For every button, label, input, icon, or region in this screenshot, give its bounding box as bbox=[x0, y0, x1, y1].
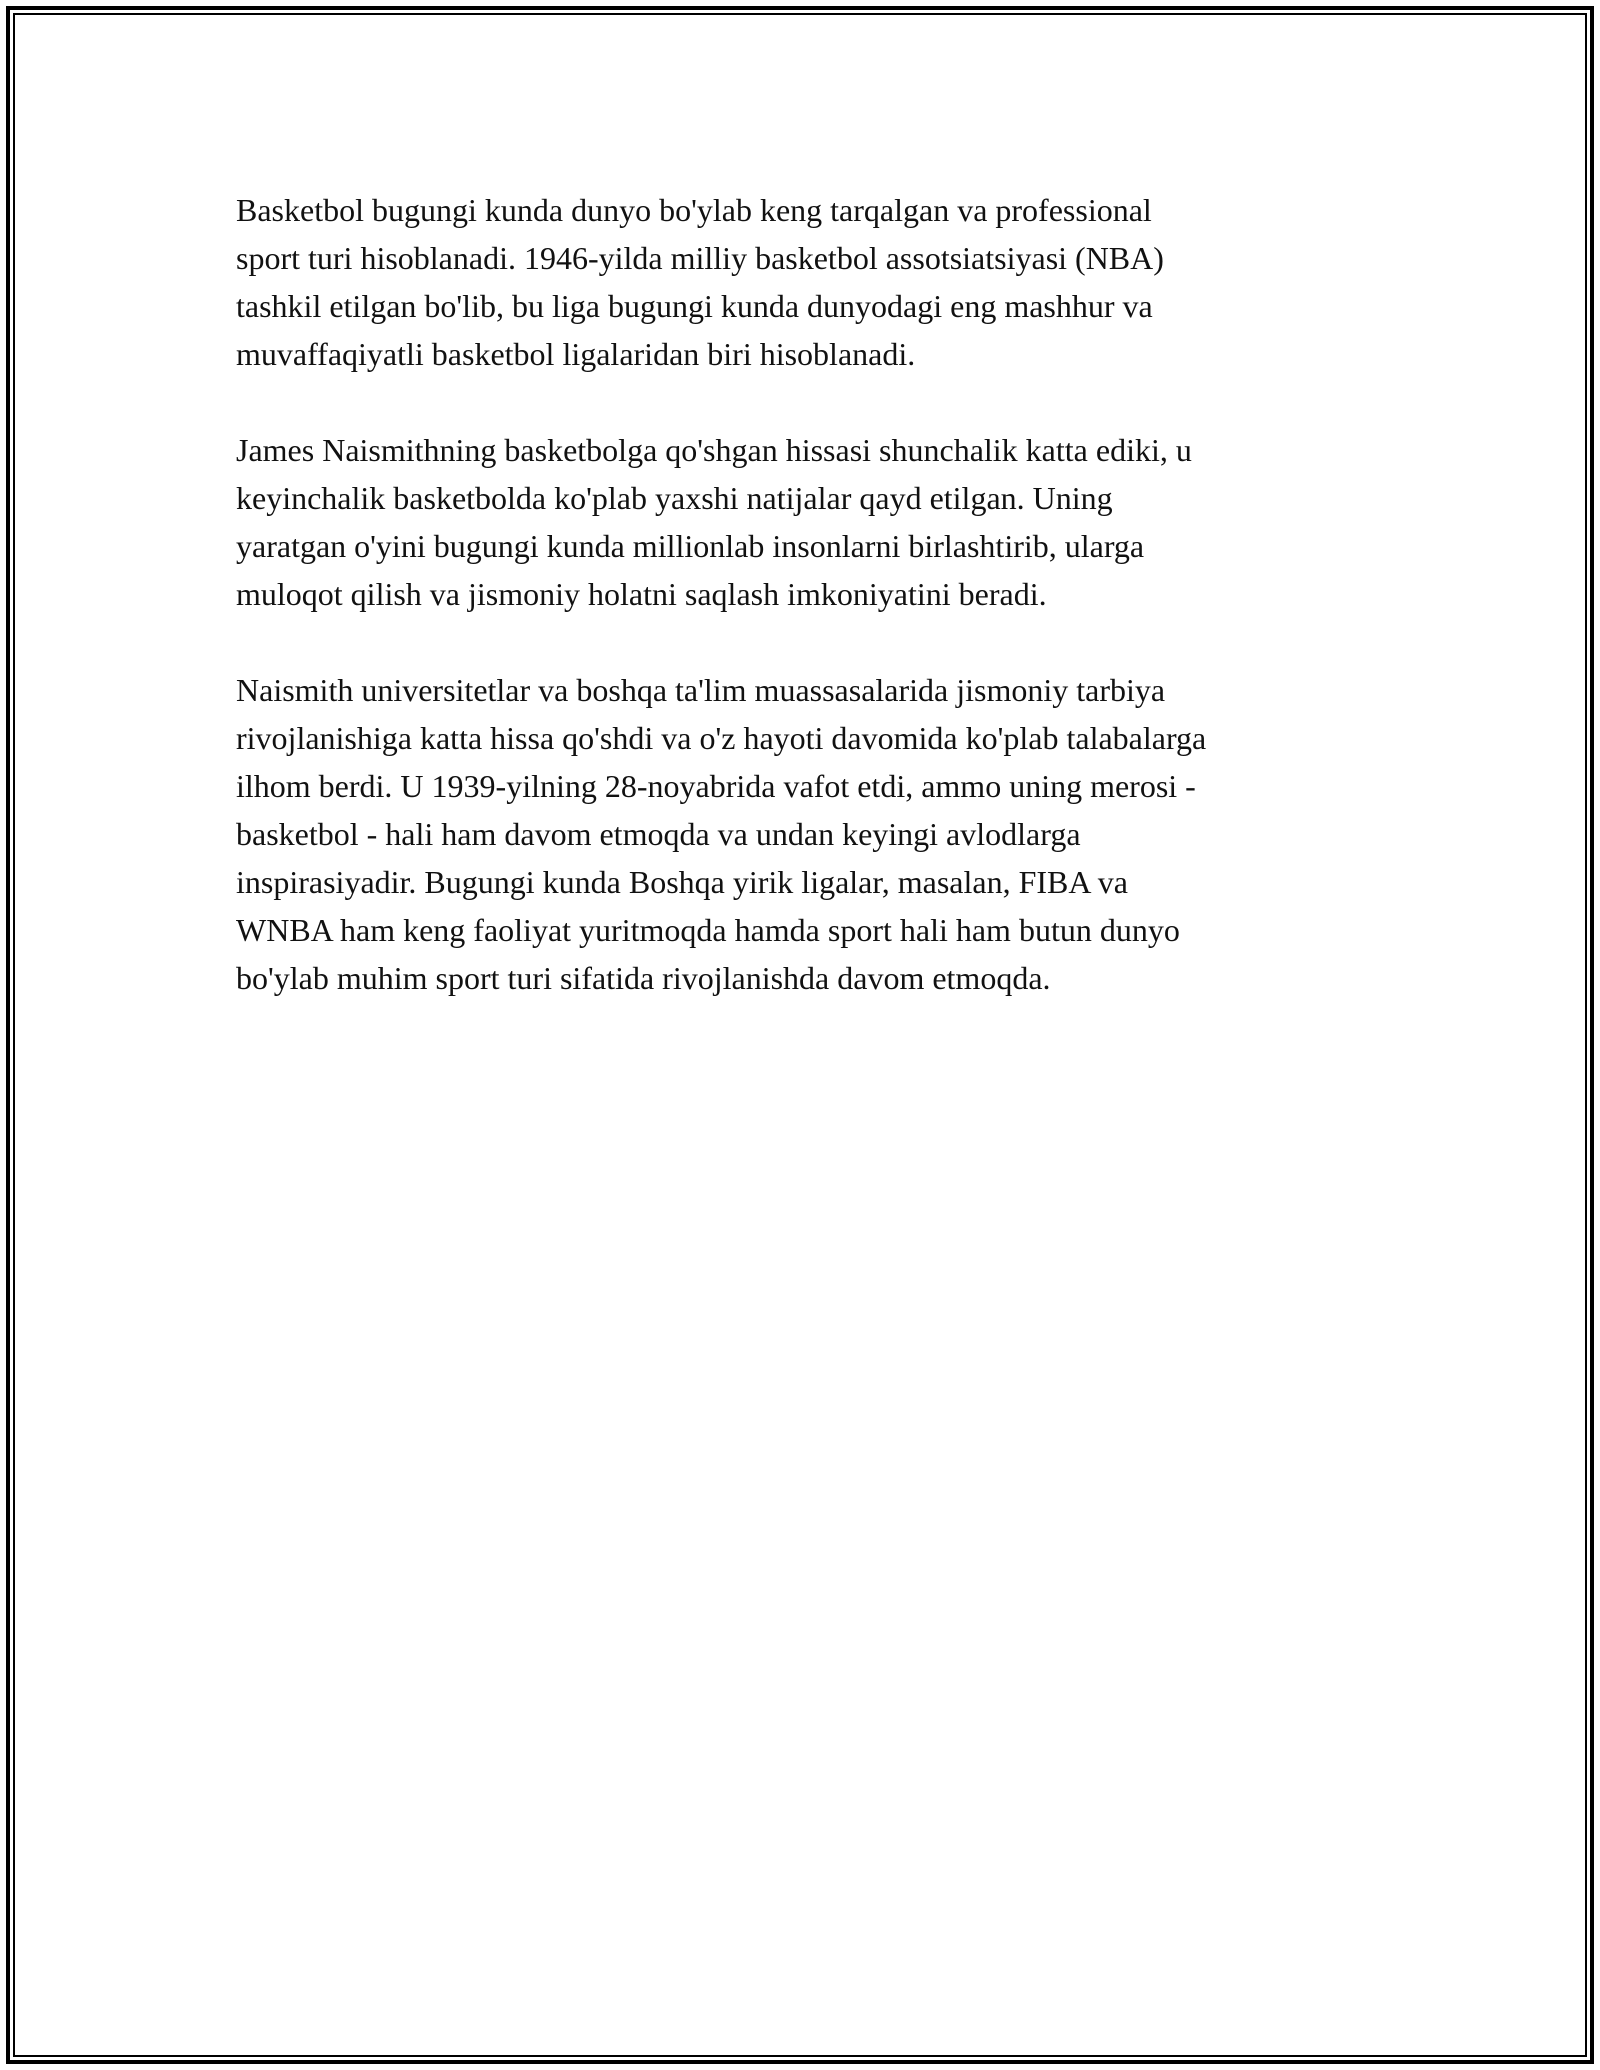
document-body bbox=[236, 186, 1366, 1050]
paragraph-1: Basketbol bugungi kunda dunyo bo'ylab keng tarqalgan va professional sport turi hisoblanadi. 1946-yilda milliy basketbol assotsiatsiyasi (NBA) tashkil etilgan bo'lib, bu liga bugungi kunda dunyodagi eng mashhur va muvaffaqiyatli basketbol ligalaridan biri hisoblanadi. bbox=[236, 192, 1164, 372]
paragraph-3: Naismith universitetlar va boshqa ta'lim muassasalarida jismoniy tarbiya rivojlanishiga katta hissa qo'shdi va o'z hayoti davomida ko'plab talabalarga ilhom berdi. U 1939-yilning 28-noyabrida vafot etdi, ammo uning merosi - basketbol - hali ham davom etmoqda va undan keyingi avlodlarga inspirasiyadir. Bugungi kunda Boshqa yirik ligalar, masalan, FIBA va WNBA ham keng faoliyat yuritmoqda hamda sport hali ham butun dunyo bo'ylab muhim sport turi sifatida rivojlanishda davom etmoqda. bbox=[236, 672, 1207, 996]
paragraph-2: James Naismithning basketbolga qo'shgan hissasi shunchalik katta ediki, u keyinchalik basketbolda ko'plab yaxshi natijalar qayd etilgan. Uning yaratgan o'yini bugungi kunda millionlab insonlarni birlashtirib, ularga muloqot qilish va jismoniy holatni saqlash imkoniyatini beradi. bbox=[236, 432, 1192, 612]
